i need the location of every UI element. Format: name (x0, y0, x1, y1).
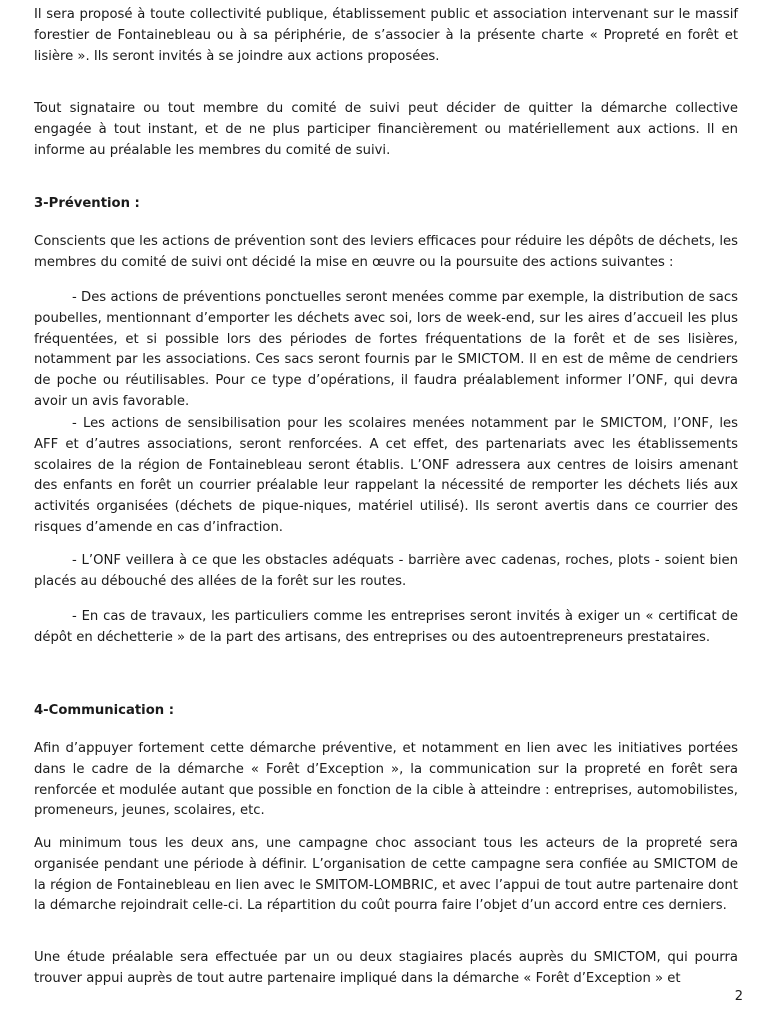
paragraph-communication-approach: Afin d’appuyer fortement cette démarche préventive, et notamment en lien avec les initiatives portées dans le cadre de la démarche « Forêt d’Exception », la communication sur la propreté en forêt sera renforcée et modulée autant que possible en fonction de la cible à atteindre : entreprises, automobilistes, promeneurs, jeunes, scolaires, etc. (34, 741, 738, 819)
paragraph-withdrawal: Tout signataire ou tout membre du comité de suivi peut décider de quitter la démarche collective engagée à tout instant, et de ne plus participer financièrement ou matériellement aux actions. Il en informe au préalable les membres du comité de suivi. (34, 101, 738, 158)
list-item-prevention-schools: - Les actions de sensibilisation pour les scolaires menées notamment par le SMICTOM, l’ONF, les AFF et d’autres associations, seront renforcées. A cet effet, des partenariats avec les établissements scolaires de la région de Fontainebleau seront établis. L’ONF adressera aux centres de loisirs amenant des enfants en forêt un courrier préalable leur rappelant la nécessité de remporter les déchets liés aux activités organisées (déchets de pique-niques, matériel utilisé). Ils seront avertis dans ce courrier des risques d’amende en cas d’infraction. (34, 416, 738, 535)
paragraph-communication-campaign: Au minimum tous les deux ans, une campagne choc associant tous les acteurs de la propreté sera organisée pendant une période à définir. L’organisation de cette campagne sera confiée au SMICTOM de la région de Fontainebleau en lien avec le SMITOM-LOMBRIC, et avec l’appui de tout autre partenaire dont la démarche rejoindrait celle-ci. La répartition du coût pourra faire l’objet d’un accord entre ces derniers. (34, 836, 738, 914)
paragraph-charter-invitation: Il sera proposé à toute collectivité publique, établissement public et association intervenant sur le massif forestier de Fontainebleau ou à sa périphérie, de s’associer à la présente charte « Propreté en forêt et lisière ». Ils seront invités à se joindre aux actions proposées. (34, 7, 738, 64)
page-number: 2 (734, 989, 743, 1004)
paragraph-communication-study: Une étude préalable sera effectuée par un ou deux stagiaires placés auprès du SMICTOM, qui pourra trouver appui auprès de tout autre partenaire impliqué dans la démarche « Forêt d’Exception » et (34, 950, 738, 986)
list-item-prevention-works: - En cas de travaux, les particuliers comme les entreprises seront invités à exiger un « certificat de dépôt en déchetterie » de la part des artisans, des entreprises ou des autoentrepreneurs prestataires. (34, 609, 738, 645)
section-heading-communication: 4-Communication : (34, 703, 175, 718)
list-item-prevention-obstacles: - L’ONF veillera à ce que les obstacles adéquats - barrière avec cadenas, roches, plots - soient bien placés au débouché des allées de la forêt sur les routes. (34, 553, 738, 589)
paragraph-prevention-intro: Conscients que les actions de prévention sont des leviers efficaces pour réduire les dépôts de déchets, les membres du comité de suivi ont décidé la mise en œuvre ou la poursuite des actions suivantes : (34, 234, 738, 270)
list-item-prevention-bags: - Des actions de préventions ponctuelles seront menées comme par exemple, la distribution de sacs poubelles, mentionnant d’emporter les déchets avec soi, lors de week-end, sur les aires d’accueil les plus fréquentées, et si possible lors des périodes de fortes fréquentations de la forêt et de ses lisières, notamment par les associations. Ces sacs seront fournis par le SMICTOM. Il en est de même de cendriers de poche ou réutilisables. Pour ce type d’opérations, il faudra préalablement informer l’ONF, qui devra avoir un avis favorable. (34, 290, 738, 409)
section-heading-prevention: 3-Prévention : (34, 196, 140, 211)
